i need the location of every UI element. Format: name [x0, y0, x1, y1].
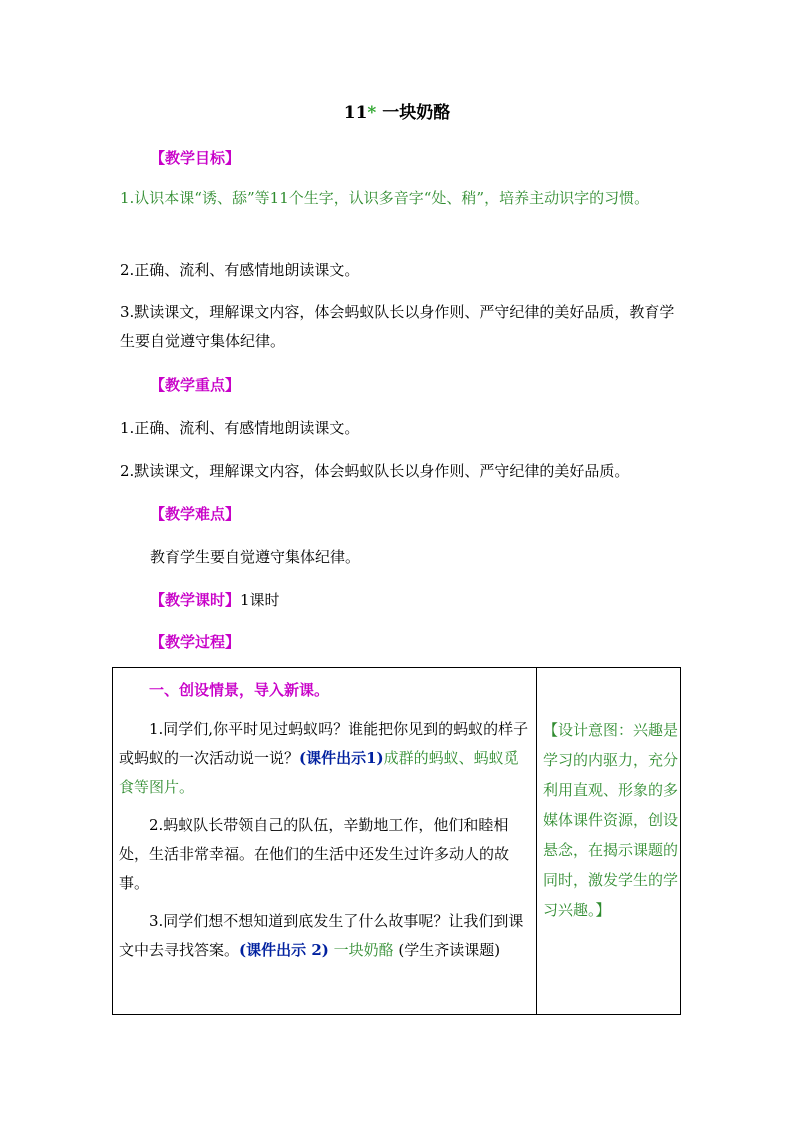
goal-item-1: 1.认识本课“诱、舔”等11个生字，认识多音字“处、稍”，培养主动识字的习惯。: [120, 189, 650, 207]
step-2: 2.蚂蚁队长带领自己的队伍，辛勤地工作，他们和睦相处，生活非常幸福。在他们的生活中还发生过许多动人的故事。: [119, 816, 510, 892]
goals-heading: 【教学目标】: [150, 149, 241, 167]
process-main-cell: [119, 676, 531, 974]
class-hours-heading: 【教学课时】: [150, 591, 241, 609]
step-3: [119, 907, 531, 965]
step-1-material: 成群的蚂蚁、蚂蚁觅食等图片。: [119, 749, 519, 796]
step-3-text: 3.同学们想不想知道到底发生了什么故事呢？让我们到课文中去寻找答案。: [119, 912, 524, 959]
lesson-title: 一块奶酪: [382, 103, 451, 123]
star-mark: *: [367, 103, 377, 123]
key-points-heading: 【教学重点】: [150, 376, 241, 394]
difficulty-text: 教育学生要自觉遵守集体纪律。: [150, 548, 361, 566]
step-3-material: 一块奶酪: [328, 941, 394, 959]
class-hours-row: [150, 589, 280, 611]
key-point-item-2: 2.默读课文，理解课文内容，体会蚂蚁队长以身作则、严守纪律的美好品质。: [120, 462, 630, 480]
step-3-courseware: (课件出示 2): [239, 941, 329, 959]
key-point-item-1: 1.正确、流利、有感情地朗读课文。: [120, 419, 360, 437]
step-3-note: (学生齐读课题): [393, 941, 501, 959]
process-heading: 【教学过程】: [150, 633, 241, 651]
design-intent: 【设计意图：兴趣是学习的内驱力，充分利用直观、形象的多媒体课件资源，创设悬念，在揭示课题的同时，激发学生的学习兴趣。】: [543, 721, 679, 919]
step-1-courseware: (课件出示1): [299, 749, 384, 767]
lesson-number: 11: [343, 103, 368, 123]
table-divider: [536, 668, 537, 1014]
goal-item-3: 3.默读课文，理解课文内容，体会蚂蚁队长以身作则、严守纪律的美好品质，教育学生要自觉遵守集体纪律。: [120, 303, 675, 350]
difficulty-heading: 【教学难点】: [150, 505, 241, 523]
section-title: 一、创设情景，导入新课。: [149, 681, 330, 699]
process-table: [112, 667, 681, 1015]
step-1-text: 1.同学们,你平时见过蚂蚁吗？谁能把你见到的蚂蚁的样子或蚂蚁的一次活动说一说？: [119, 720, 529, 767]
page-title: [0, 101, 794, 125]
goal-item-2: 2.正确、流利、有感情地朗读课文。: [120, 261, 360, 279]
step-1: [119, 715, 531, 802]
class-hours-value: 1课时: [240, 591, 280, 609]
